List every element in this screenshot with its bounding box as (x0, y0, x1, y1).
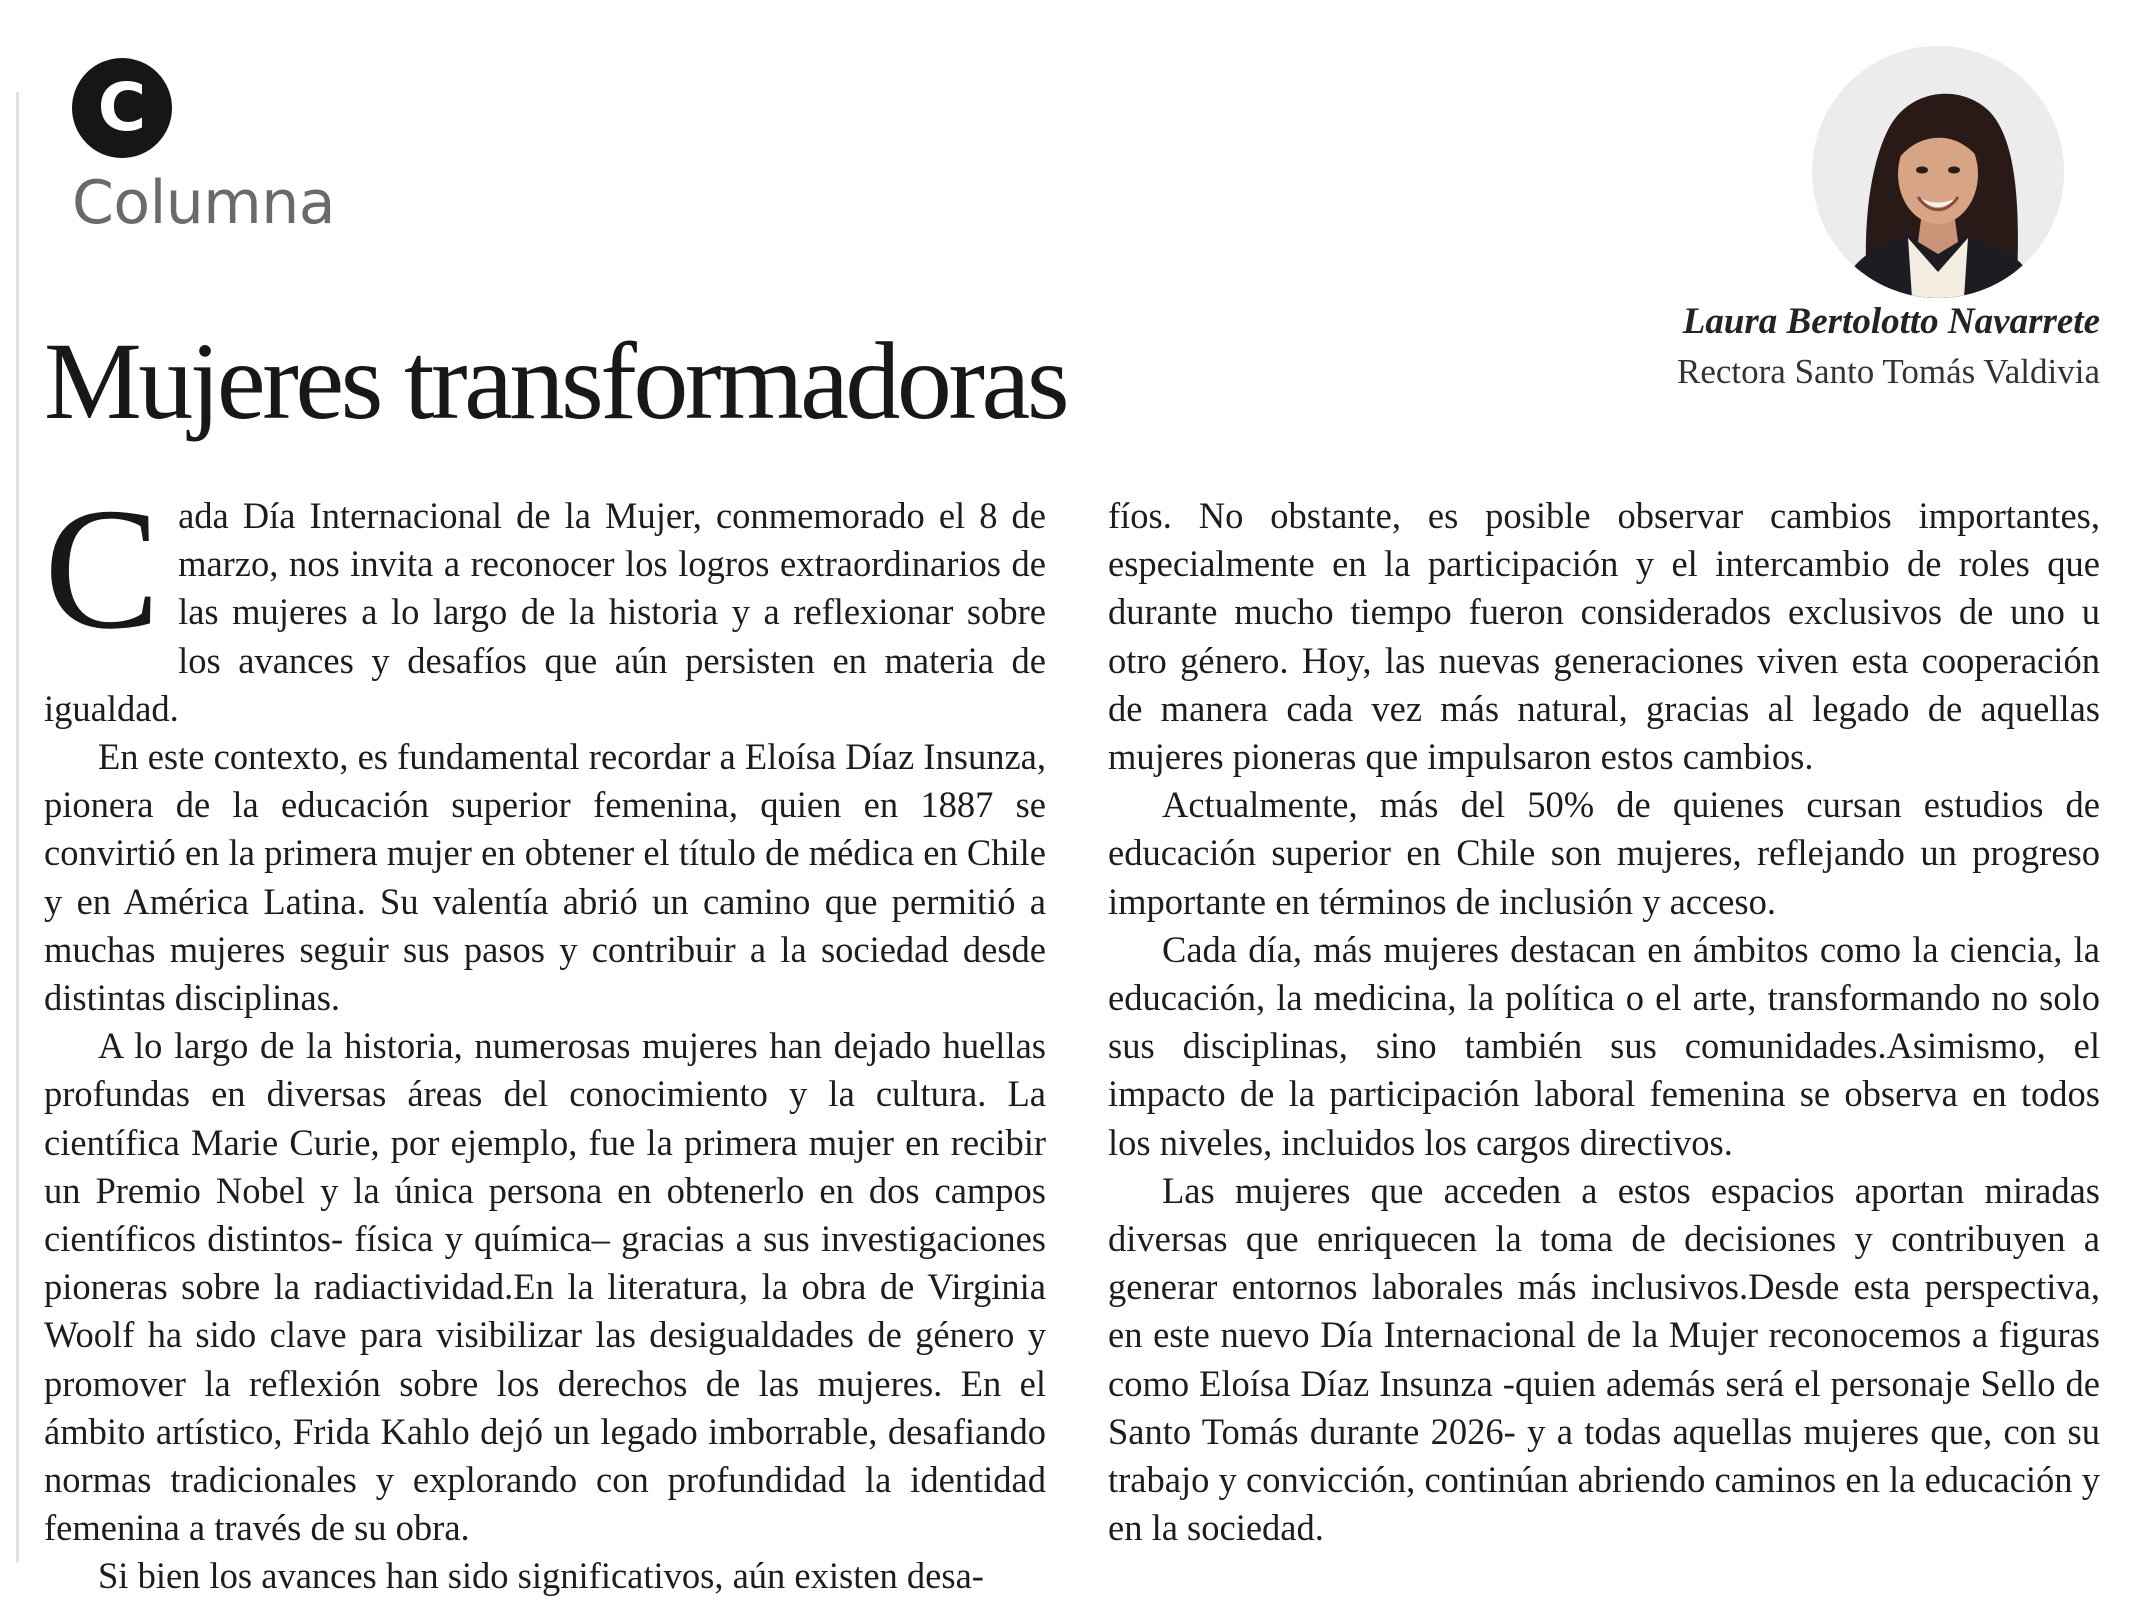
article-paragraph: fíos. No obstante, es posible observar cambios importantes, especialmente en la participación y el intercambio de roles que durante mucho tiempo fueron considerados exclusivos de uno u otro género. Hoy, las nuevas generaciones viven esta cooperación de manera cada vez más natural, gracias al legado de aquellas mujeres pioneras que impulsaron estos cambios. (1108, 495, 2100, 778)
drop-cap: C (44, 472, 161, 665)
article-paragraph: Actualmente, más del 50% de quienes cursan estudios de educación superior en Chile son mujeres, reflejando un progreso importante en términos de inclusión y acceso. (1108, 784, 2100, 922)
column-rule (16, 92, 19, 1562)
article-paragraph (44, 472, 1046, 733)
paragraph-text: ada Día Internacional de la Mujer, conmemorado el 8 de marzo, nos invita a reconocer los logros extraordinarios de las mujeres a lo largo de la historia y a reflexionar sobre los avances y desafíos que aún persisten en materia de igualdad. (44, 495, 1046, 729)
article-column-right (1108, 492, 2100, 1552)
headline: Mujeres transformadoras (44, 320, 1067, 442)
section-badge: C (72, 58, 172, 158)
article-paragraph: A lo largo de la historia, numerosas mujeres han dejado huellas profundas en diversas áreas del conocimiento y la cultura. La científica Marie Curie, por ejemplo, fue la primera mujer en recibir un Premio Nobel y la única persona en obtenerlo en dos campos científicos distintos- física y química– gracias a sus investigaciones pioneras sobre la radiactividad.En la literatura, la obra de Virginia Woolf ha sido clave para visibilizar las desigualdades de género y promover la reflexión sobre los derechos de las mujeres. En el ámbito artístico, Frida Kahlo dejó un legado imborrable, desafiando normas tradicionales y explorando con profundidad la identidad femenina a través de su obra. (44, 1025, 1046, 1549)
author-portrait-icon (1812, 46, 2064, 298)
article-column-left (44, 472, 1046, 1601)
section-label: Columna (72, 168, 336, 238)
author-name: Laura Bertolotto Navarrete (1682, 301, 2100, 342)
article-paragraph: Cada día, más mujeres destacan en ámbitos como la ciencia, la educación, la medicina, la política o el arte, transformando no solo sus disciplinas, sino también sus comunidades.Asimismo, el impacto de la participación laboral femenina se observa en todos los niveles, incluidos los cargos directivos. (1108, 928, 2100, 1163)
article-paragraph: Si bien los avances han sido significativos, aún existen desa- (98, 1555, 984, 1597)
article-paragraph: En este contexto, es fundamental recordar a Eloísa Díaz Insunza, pionera de la educación superior femenina, quien en 1887 se convirtió en la primera mujer en obtener el título de médica en Chile y en América Latina. Su valentía abrió un camino que permitió a muchas mujeres seguir sus pasos y contribuir a la sociedad desde distintas disciplinas. (44, 736, 1046, 1019)
author-role: Rectora Santo Tomás Valdivia (1677, 352, 2100, 391)
article-paragraph: Las mujeres que acceden a estos espacios aportan miradas diversas que enriquecen la toma de decisiones y contribuyen a generar entornos laborales más inclusivos.Desde esta perspectiva, en este nuevo Día Internacional de la Mujer reconocemos a figuras como Eloísa Díaz Insunza -quien además será el personaje Sello de Santo Tomás durante 2026- y a todas aquellas mujeres que, con su trabajo y convicción, continúan abriendo caminos en la educación y en la sociedad. (1108, 1169, 2100, 1549)
